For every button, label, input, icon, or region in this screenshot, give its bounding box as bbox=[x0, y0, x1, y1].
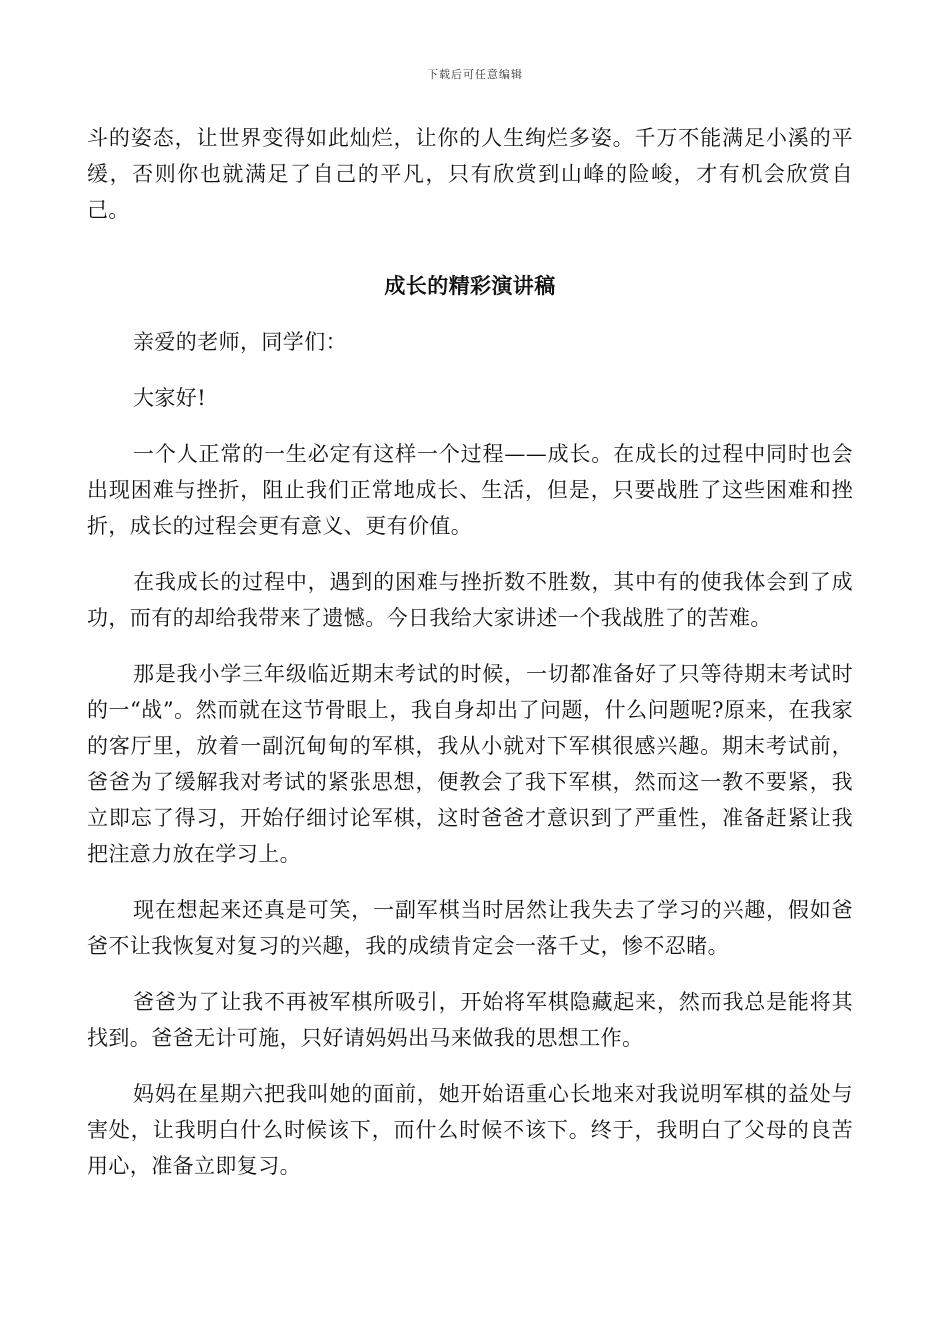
body-paragraph: 一个人正常的一生必定有这样一个过程——成长。在成长的过程中同时也会出现困难与挫折，阻止我们正常地成长、生活，但是，只要战胜了这些困难和挫折，成长的过程会更有意义、更有价值。 bbox=[87, 442, 853, 538]
speech-title: 成长的精彩演讲稿 bbox=[384, 273, 556, 298]
body-paragraph: 妈妈在星期六把我叫她的面前，她开始语重心长地来对我说明军棋的益处与害处，让我明白什么时候该下，而什么时候不该下。终于，我明白了父母的良苦用心，准备立即复习。 bbox=[87, 1082, 853, 1178]
salutation-line: 大家好! bbox=[133, 386, 207, 410]
body-paragraph: 在我成长的过程中，遇到的困难与挫折数不胜数，其中有的使我体会到了成功，而有的却给我带来了遗憾。今日我给大家讲述一个我战胜了的苦难。 bbox=[87, 570, 853, 630]
body-paragraph: 现在想起来还真是可笑，一副军棋当时居然让我失去了学习的兴趣，假如爸爸不让我恢复对复习的兴趣，我的成绩肯定会一落千丈，惨不忍睹。 bbox=[87, 898, 853, 958]
body-paragraph: 爸爸为了让我不再被军棋所吸引，开始将军棋隐藏起来，然而我总是能将其找到。爸爸无计可施，只好请妈妈出马来做我的思想工作。 bbox=[87, 990, 853, 1050]
page-header: 下载后可任意编辑 bbox=[427, 68, 523, 81]
intro-continuation-paragraph: 斗的姿态，让世界变得如此灿烂，让你的人生绚烂多姿。千万不能满足小溪的平缓，否则你也就满足了自己的平凡，只有欣赏到山峰的险峻，才有机会欣赏自己。 bbox=[87, 126, 853, 222]
greeting-line: 亲爱的老师，同学们： bbox=[133, 330, 347, 354]
document-body bbox=[87, 120, 853, 1184]
body-paragraph: 那是我小学三年级临近期末考试的时候，一切都准备好了只等待期末考试时的一“战”。然而就在这节骨眼上，我自身却出了问题，什么问题呢?原来，在我家的客厅里，放着一副沉甸甸的军棋，我从小就对下军棋很感兴趣。期末考试前，爸爸为了缓解我对考试的紧张思想，便教会了我下军棋，然而这一教不要紧，我立即忘了得习，开始仔细讨论军棋，这时爸爸才意识到了严重性，准备赶紧让我把注意力放在学习上。 bbox=[87, 662, 853, 866]
